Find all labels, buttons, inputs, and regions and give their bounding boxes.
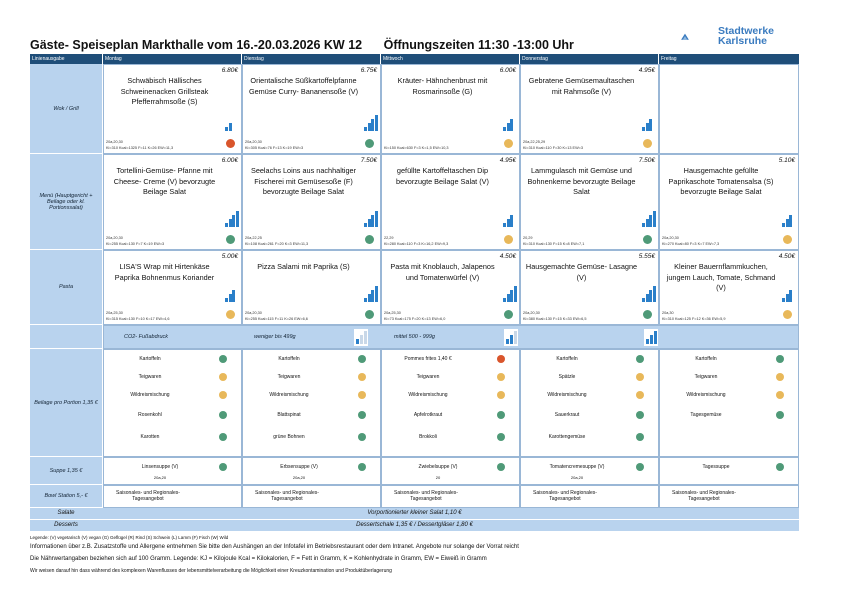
side-dish-item: Tagesgemüse xyxy=(690,412,722,418)
side-dish-item: Teigwaren xyxy=(277,374,301,380)
additive-codes: 20a,25,30 xyxy=(384,311,401,315)
dish-name: Hausgemachte Gemüse- Lasagne (V) xyxy=(525,262,638,282)
wok-dish-cell xyxy=(103,64,242,154)
dish-price: 4.95€ xyxy=(499,157,516,164)
soup-cell xyxy=(520,457,659,485)
bowl-offer: Saisonales- und Regionales- Tagesangebot xyxy=(255,490,319,502)
side-rating-dot-icon xyxy=(219,373,227,381)
additive-codes: 20a,22,25 xyxy=(245,236,262,240)
soup-cell xyxy=(381,457,520,485)
footer-line-3: Wir weisen darauf hin dass während des komplexen Warenflusses der lebensmittelverarbeitung die Möglichkeit einer Kreuzkontamination und Produktüberlagerung xyxy=(30,568,392,574)
desserts-row xyxy=(30,520,799,532)
desserts-text: Dessertschale 1,35 € / Dessertgläser 1,80 € xyxy=(356,522,473,528)
side-rating-dot-icon xyxy=(497,373,505,381)
soup-codes: 20a,20 xyxy=(570,475,584,480)
bowl-offer: Saisonales- und Regionales- Tagesangebot xyxy=(672,490,736,502)
col-header-linie: Linienausgabe xyxy=(30,54,102,64)
dish-name: Kleiner Bauernflammkuchen, jungem Lauch, Tomate, Schmand (V) xyxy=(666,262,776,292)
nutrition-values: Ki=310 Kcal=1325 F=11 K=26 EW=11,3 xyxy=(106,146,174,150)
footer-line-1: Informationen über z.B. Zusatzstoffe und Allergene entnehmen Sie bitte den Aushängen an der Infotafel im Betriebsrestaurant oder dem Intranet. Angebote nur solange der Vorrat reicht xyxy=(30,544,519,550)
dish-name: Seelachs Loins aus nachhaltiger Fischerei mit Gemüsesoße (F) bevorzugte Beilage Salat xyxy=(250,166,357,196)
side-rating-dot-icon xyxy=(636,411,644,419)
dish-name: Pasta mit Knoblauch, Jalapenos und Tomatenwürfel (V) xyxy=(390,262,495,282)
soup-cell xyxy=(242,457,381,485)
side-dish-item: Wildreismischung xyxy=(269,392,309,398)
side-rating-dot-icon xyxy=(219,391,227,399)
dish-name: Gebratene Gemüsemaultaschen mit Rahmsoße (V) xyxy=(528,76,635,96)
sides-day-cell xyxy=(381,349,520,457)
additive-codes: 20a,20,30 xyxy=(245,311,262,315)
bowl-cell xyxy=(381,485,520,508)
co2-bars-icon xyxy=(364,286,376,302)
side-dish-item: Wildreismischung xyxy=(408,392,448,398)
dish-price: 4.95€ xyxy=(638,67,655,74)
nutrition-values: Ki=380 Kcal=130 F=15 K=33 EW=6,5 xyxy=(523,317,587,321)
additive-codes: 20a,25,30 xyxy=(106,311,123,315)
pasta-dish-cell xyxy=(242,250,381,325)
side-rating-dot-icon xyxy=(636,391,644,399)
side-rating-dot-icon xyxy=(358,391,366,399)
soup-codes: 20 xyxy=(435,475,441,480)
col-header-mittwoch: Mittwoch xyxy=(381,54,519,64)
side-rating-dot-icon xyxy=(358,433,366,441)
rating-dot-icon xyxy=(226,310,235,319)
bowl-cell xyxy=(103,485,242,508)
side-dish-item: Teigwaren xyxy=(694,374,718,380)
nutrition-values: Ki=315 Kcal=130 F=10 K=17 EW=4,6 xyxy=(106,317,170,321)
bowl-cell xyxy=(520,485,659,508)
co2-bars-icon xyxy=(364,115,376,131)
page-title xyxy=(30,38,574,52)
dish-price: 7.50€ xyxy=(360,157,377,164)
dish-price: 6.75€ xyxy=(360,67,377,74)
col-header-dienstag: Dienstag xyxy=(242,54,380,64)
pasta-dish-cell xyxy=(659,250,799,325)
dish-price: 6.00€ xyxy=(499,67,516,74)
co2-bars-icon xyxy=(364,211,376,227)
col-header-donnerstag: Donnerstag xyxy=(520,54,658,64)
row-label-pasta: Pasta xyxy=(30,250,102,325)
col-header-montag: Montag xyxy=(103,54,241,64)
side-dish-item: Kartoffeln xyxy=(695,356,717,362)
salate-row xyxy=(30,508,799,520)
co2-bars-icon xyxy=(642,115,654,131)
pasta-dish-cell xyxy=(520,250,659,325)
pasta-dish-cell xyxy=(381,250,520,325)
soup-name: Erbsensuppe (V) xyxy=(280,464,318,470)
dish-price: 7.50€ xyxy=(638,157,655,164)
side-dish-item: Teigwaren xyxy=(416,374,440,380)
additive-codes: 20,29 xyxy=(523,236,533,240)
side-dish-item: Pommes frites 1,40 € xyxy=(404,356,452,362)
side-dish-item: Teigwaren xyxy=(138,374,162,380)
rating-dot-icon xyxy=(783,310,792,319)
additive-codes: 20a,30 xyxy=(662,311,674,315)
co2-mid-bars-icon xyxy=(504,329,518,346)
dish-price: 4.50€ xyxy=(778,253,795,260)
side-dish-item: Wildreismischung xyxy=(686,392,726,398)
rating-dot-icon xyxy=(504,235,513,244)
side-rating-dot-icon xyxy=(497,355,505,363)
soup-name: Linsensuppe (V) xyxy=(141,464,179,470)
side-dish-item: Spätzle xyxy=(558,374,576,380)
co2-bars-icon xyxy=(782,286,794,302)
nutrition-values: Ki=255 Kcal=130 F=7 K=19 EW=3 xyxy=(106,242,165,246)
dish-price: 5.55€ xyxy=(638,253,655,260)
dish-name: Pizza Salami mit Paprika (S) xyxy=(257,262,350,271)
nutrition-values: Ki=310 Kcal=125 F=12 K=36 EW=5,9 xyxy=(662,317,726,321)
side-dish-item: Sauerkraut xyxy=(554,412,580,418)
side-dish-item: Wildreismischung xyxy=(547,392,587,398)
nutrition-values: Ki=270 Kcal=80 F=3 K=7 EW=7,3 xyxy=(662,242,720,246)
co2-bars-icon xyxy=(642,211,654,227)
co2-low-bars-icon xyxy=(354,329,368,346)
co2-bars-icon xyxy=(642,286,654,302)
row-label-beilage: Beilage pro Portion 1,35 € xyxy=(30,349,102,457)
side-rating-dot-icon xyxy=(219,411,227,419)
side-dish-item: Karotten xyxy=(140,434,160,440)
side-dish-item: Blattspinat xyxy=(277,412,301,418)
co2-bars-icon xyxy=(225,115,237,131)
bowl-cell xyxy=(242,485,381,508)
side-dish-item: Kartoffeln xyxy=(139,356,161,362)
co2-bars-icon xyxy=(782,211,794,227)
soup-codes: 20a,20 xyxy=(153,475,167,480)
co2-bars-icon xyxy=(503,211,515,227)
co2-high-bars-icon xyxy=(644,329,658,346)
dish-name: LISA'S Wrap mit Hirtenkäse Paprika Bohnenmus Koriander xyxy=(114,262,215,282)
sides-day-cell xyxy=(520,349,659,457)
nutrition-values: Ki=305 Kcal=76 F=13 K=19 EW=3 xyxy=(245,146,304,150)
opening-hours: Öffnungszeiten 11:30 -13:00 Uhr xyxy=(383,38,574,52)
side-dish-item: Brokkoli xyxy=(419,434,437,440)
nutrition-values: Ki=310 Kcal=110 F=30 K=13 EW=3 xyxy=(523,146,583,150)
side-rating-dot-icon xyxy=(636,355,644,363)
side-rating-dot-icon xyxy=(776,411,784,419)
bowl-cell xyxy=(659,485,799,508)
menu-dish-cell xyxy=(381,154,520,250)
nutrition-values: Ki=255 Kcal=115 F=11 K=26 EW=6,6 xyxy=(245,317,308,321)
dish-price: 5.00€ xyxy=(221,253,238,260)
nutrition-values: Ki=150 Kcal=630 F=3 K=1,5 EW=10,3 xyxy=(384,146,449,150)
soup-rating-dot-icon xyxy=(358,463,366,471)
additive-codes: 22,29 xyxy=(384,236,394,240)
soup-cell xyxy=(103,457,242,485)
bowl-offer: Saisonales- und Regionales- Tagesangebot xyxy=(394,490,458,502)
co2-label: CO2- Fußabdruck xyxy=(124,334,169,340)
co2-legend-row xyxy=(103,325,799,349)
nutrition-values: Ki=108 Kcal=261 F=20 K=3 EW=11,3 xyxy=(245,242,309,246)
side-rating-dot-icon xyxy=(636,433,644,441)
side-dish-item: Apfelrotkraut xyxy=(413,412,443,418)
side-dish-item: grüne Bohnen xyxy=(273,434,305,440)
side-rating-dot-icon xyxy=(497,411,505,419)
rating-dot-icon xyxy=(643,235,652,244)
col-header-freitag: Freitag xyxy=(659,54,799,64)
soup-rating-dot-icon xyxy=(636,463,644,471)
wok-dish-cell xyxy=(659,64,799,154)
rating-dot-icon xyxy=(643,310,652,319)
menu-title: Gäste- Speiseplan Markthalle vom 16.-20.03.2026 KW 12 xyxy=(30,38,363,52)
co2-bars-icon xyxy=(225,286,237,302)
menu-dish-cell xyxy=(242,154,381,250)
co2-bars-icon xyxy=(503,286,515,302)
additive-codes: 20a,20,30 xyxy=(106,140,123,144)
additive-codes: 20a,20,30 xyxy=(523,311,540,315)
additive-codes: 20a,20,30 xyxy=(245,140,262,144)
dish-name: gefüllte Kartoffeltaschen Dip bevorzugte Beilage Salat (V) xyxy=(396,166,489,186)
stadtwerke-logo-icon xyxy=(680,24,716,50)
rating-dot-icon xyxy=(365,310,374,319)
sides-day-cell xyxy=(242,349,381,457)
legend-line: Legende: (V) vegetarisch (V) vegan (G) Geflügel (R) Rind (S) Schwein (L) Lamm (F) Fisch (W) Wild xyxy=(30,535,229,540)
nutrition-values: Ki=310 Kcal=130 F=15 K=8 EW=7,1 xyxy=(523,242,585,246)
rating-dot-icon xyxy=(365,235,374,244)
dish-name: Schwäbisch Hällisches Schweinenacken Grillsteak Pfefferrahmsoße (S) xyxy=(120,76,209,106)
co2-mid-label: mittel 500 - 999g xyxy=(394,334,435,340)
additive-codes: 20a,20,30 xyxy=(106,236,123,240)
side-rating-dot-icon xyxy=(776,391,784,399)
nutrition-values: Ki=280 Kcal=110 F=3 K=16,2 EW=9,3 xyxy=(384,242,449,246)
dish-name: Orientalische Süßkartoffelpfanne Gemüse Curry- Bananensoße (V) xyxy=(248,76,359,96)
side-rating-dot-icon xyxy=(358,355,366,363)
dish-name: Lammgulasch mit Gemüse und Bohnenkerne bevorzugte Beilage Salat xyxy=(527,166,636,196)
rating-dot-icon xyxy=(226,235,235,244)
soup-rating-dot-icon xyxy=(497,463,505,471)
bowl-offer: Saisonales- und Regionales- Tagesangebot xyxy=(533,490,597,502)
salate-text: Vorportionierter kleiner Salat 1,10 € xyxy=(367,510,462,516)
side-rating-dot-icon xyxy=(776,355,784,363)
side-dish-item: Wildreismischung xyxy=(130,392,170,398)
dish-price: 6.00€ xyxy=(221,157,238,164)
side-rating-dot-icon xyxy=(358,411,366,419)
side-rating-dot-icon xyxy=(219,355,227,363)
sides-day-cell xyxy=(103,349,242,457)
side-rating-dot-icon xyxy=(219,433,227,441)
soup-rating-dot-icon xyxy=(219,463,227,471)
dish-price: 5.10€ xyxy=(778,157,795,164)
logo-text: Stadtwerke Karlsruhe xyxy=(718,25,775,47)
additive-codes: 20a,20,30 xyxy=(662,236,679,240)
side-dish-item: Karottengemüse xyxy=(548,434,586,440)
dish-price: 6.80€ xyxy=(221,67,238,74)
additive-codes: 20a,22,25,29 xyxy=(523,140,546,144)
soup-name: Zwiebelsuppe (V) xyxy=(418,464,458,470)
rating-dot-icon xyxy=(643,139,652,148)
co2-bars-icon xyxy=(503,115,515,131)
rating-dot-icon xyxy=(504,139,513,148)
side-rating-dot-icon xyxy=(636,373,644,381)
soup-codes: 20a,20 xyxy=(292,475,306,480)
soup-name: Tomatencremesuppe (V) xyxy=(549,464,605,470)
side-dish-item: Kartoffeln xyxy=(278,356,300,362)
row-label-suppe: Suppe 1,35 € xyxy=(30,457,102,485)
soup-rating-dot-icon xyxy=(776,463,784,471)
menu-dish-cell xyxy=(659,154,799,250)
row-label-wok: Wok / Grill xyxy=(30,64,102,154)
bowl-offer: Saisonales- und Regionales- Tagesangebot xyxy=(116,490,180,502)
side-rating-dot-icon xyxy=(497,433,505,441)
row-label-bowl: Bowl Station 5,- € xyxy=(30,485,102,508)
wok-dish-cell xyxy=(520,64,659,154)
dish-price: 4.50€ xyxy=(499,253,516,260)
soup-cell xyxy=(659,457,799,485)
wok-dish-cell xyxy=(381,64,520,154)
wok-dish-cell xyxy=(242,64,381,154)
rating-dot-icon xyxy=(365,139,374,148)
nutrition-values: Ki=73 Kcal=175 F=20 K=13 EW=6,0 xyxy=(384,317,446,321)
pasta-dish-cell xyxy=(103,250,242,325)
footer-line-2: Die Nährwertangaben beziehen sich auf 100 Gramm. Legende: KJ = Kilojoule Kcal = Kilokalorien, F = Fett in Gramm, K = Kohlenhydrate in Gramm, EW = Eiweiß in Gramm xyxy=(30,556,487,562)
menu-dish-cell xyxy=(103,154,242,250)
side-dish-item: Rosenkohl xyxy=(138,412,162,418)
rating-dot-icon xyxy=(226,139,235,148)
dish-name: Hausgemachte gefüllte Paprikaschote Tomatensalsa (S) bevorzugte Beilage Salat xyxy=(668,166,774,196)
side-rating-dot-icon xyxy=(776,373,784,381)
sides-day-cell xyxy=(659,349,799,457)
side-dish-item: Kartoffeln xyxy=(556,356,578,362)
co2-low-label: weniger bis 499g xyxy=(254,334,296,340)
dish-name: Kräuter- Hähnchenbrust mit Rosmarinsoße (G) xyxy=(397,76,488,96)
side-rating-dot-icon xyxy=(358,373,366,381)
rating-dot-icon xyxy=(504,310,513,319)
co2-bars-icon xyxy=(225,211,237,227)
dish-name: Tortellini-Gemüse- Pfanne mit Cheese- Creme (V) bevorzugte Beilage Salat xyxy=(113,166,216,196)
salate-label: Salate xyxy=(57,510,75,516)
row-label-menu: Menü (Hauptgericht + Beilage oder kl. Portionssalat) xyxy=(30,154,102,250)
row-label-co2 xyxy=(30,325,102,349)
side-rating-dot-icon xyxy=(497,391,505,399)
desserts-label: Desserts xyxy=(54,522,78,528)
menu-dish-cell xyxy=(520,154,659,250)
soup-name: Tagessuppe xyxy=(702,464,730,470)
rating-dot-icon xyxy=(783,235,792,244)
